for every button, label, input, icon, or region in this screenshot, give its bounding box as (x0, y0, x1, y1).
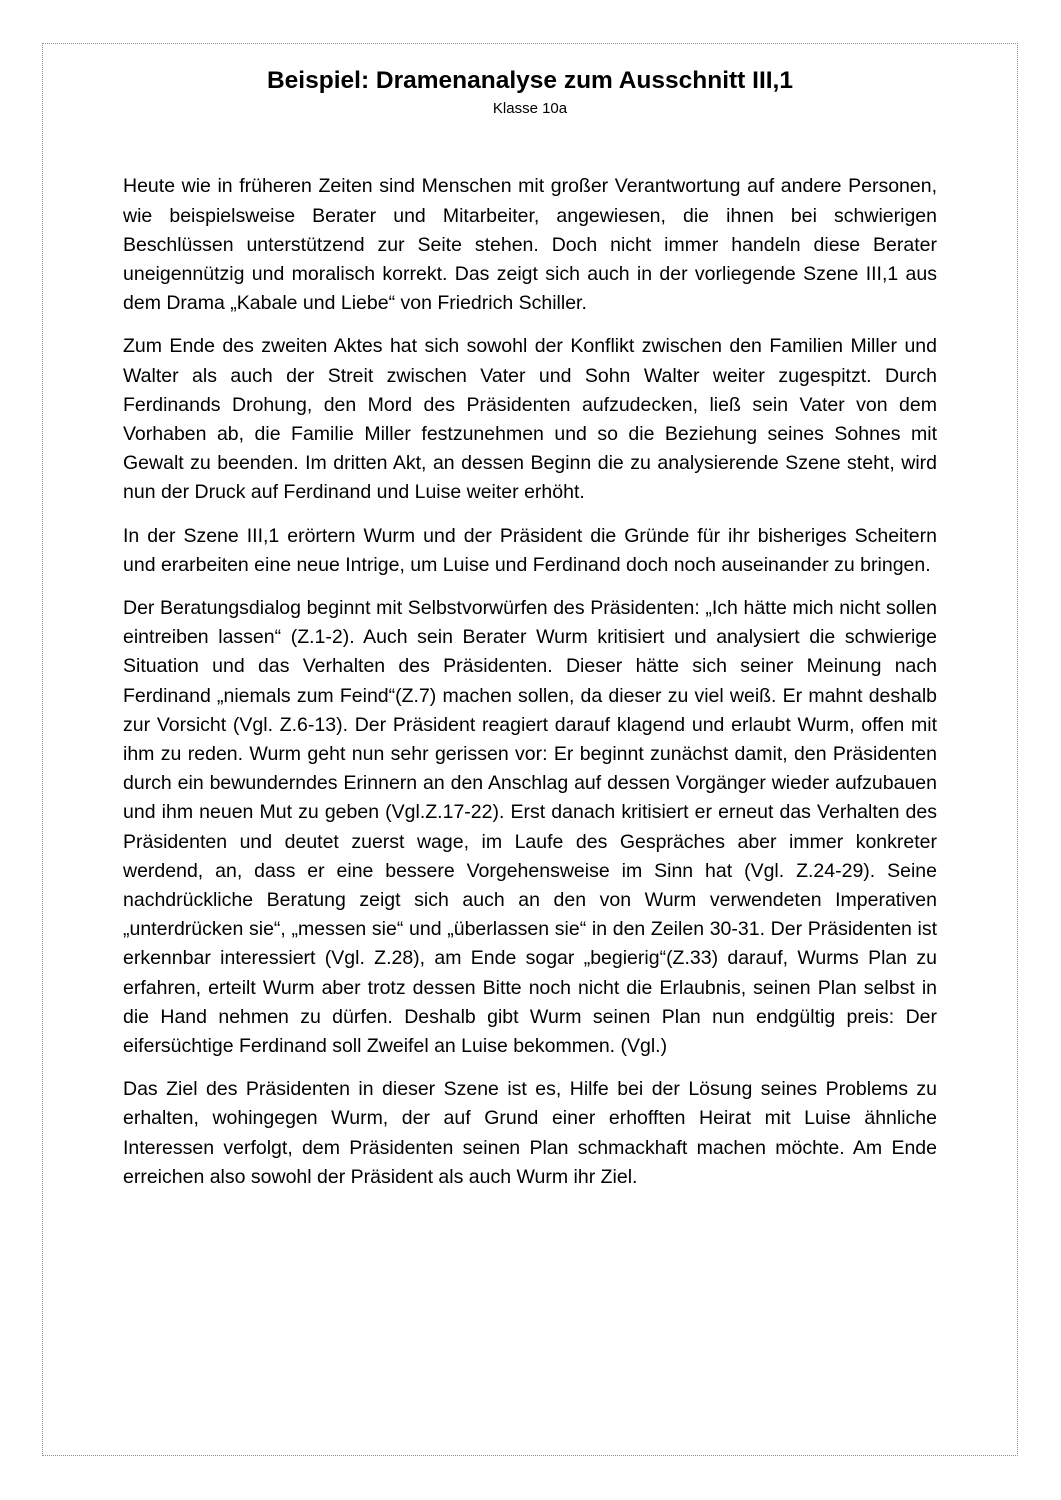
paragraph-scene-summary: In der Szene III,1 erörtern Wurm und der Präsident die Gründe für ihr bisheriges Scheitern und erarbeiten eine neue Intrige, um Luise und Ferdinand doch noch auseinander zu bringen. (123, 524, 937, 576)
paragraph-context: Zum Ende des zweiten Aktes hat sich sowohl der Konflikt zwischen den Familien Miller und Walter als auch der Streit zwischen Vater und Sohn Walter weiter zugespitzt. Durch Ferdinands Drohung, den Mord des Präsidenten aufzudecken, ließ sein Vater von dem Vorhaben ab, die Familie Miller festzunehmen und so die Beziehung seines Sohnes mit Gewalt zu beenden. Im dritten Akt, an dessen Beginn die zu analysierende Szene steht, wird nun der Druck auf Ferdinand und Luise weiter erhöht. (123, 335, 937, 504)
document-page (42, 43, 1018, 1456)
document-subtitle: Klasse 10a (492, 100, 568, 118)
paragraph-analysis: Der Beratungsdialog beginnt mit Selbstvorwürfen des Präsidenten: „Ich hätte mich nicht sollen eintreiben lassen“ (Z.1-2). Auch sein Berater Wurm kritisiert und analysiert die schwierige Situation und das Verhalten des Präsidenten. Dieser hätte sich seiner Meinung nach Ferdinand „niemals zum Feind“(Z.7) machen sollen, da dieser zu viel weiß. Er mahnt deshalb zur Vorsicht (Vgl. Z.6-13). Der Präsident reagiert darauf klagend und erlaubt Wurm, offen mit ihm zu reden. Wurm geht nun sehr gerissen vor: Er beginnt zunächst damit, den Präsidenten durch ein bewunderndes Erinnern an den Anschlag auf dessen Vorgänger wieder aufzubauen und ihm neuen Mut zu geben (Vgl.Z.17-22). Erst danach kritisiert er erneut das Verhalten des Präsidenten und deutet zuerst wage, im Laufe des Gespräches aber immer konkreter werdend, an, dass er eine bessere Vorgehensweise im Sinn hat (Vgl. Z.24-29). Seine nachdrückliche Beratung zeigt sich auch an den von Wurm verwendeten Imperativen „unterdrücken sie“, „messen sie“ und „überlassen sie“ in den Zeilen 30-31. Der Präsidenten ist erkennbar interessiert (Vgl. Z.28), am Ende sogar „begierig“(Z.33) darauf, Wurms Plan zu erfahren, erteilt Wurm aber trotz dessen Bitte noch nicht die Erlaubnis, seinen Plan selbst in die Hand nehmen zu dürfen. Deshalb gibt Wurm seinen Plan nun endgültig preis: Der eifersüchtige Ferdinand soll Zweifel an Luise bekommen. (Vgl.) (123, 597, 937, 1058)
document-body (43, 172, 1017, 1192)
document-title: Beispiel: Dramenanalyse zum Ausschnitt III,1 (266, 67, 793, 94)
paragraph-conclusion: Das Ziel des Präsidenten in dieser Szene ist es, Hilfe bei der Lösung seines Problems zu erhalten, wohingegen Wurm, der auf Grund einer erhofften Heirat mit Luise ähnliche Interessen verfolgt, dem Präsidenten seinen Plan schmackhaft machen möchte. Am Ende erreichen also sowohl der Präsident als auch Wurm ihr Ziel. (123, 1078, 937, 1188)
paragraph-introduction: Heute wie in früheren Zeiten sind Menschen mit großer Verantwortung auf andere Personen, wie beispielsweise Berater und Mitarbeiter, angewiesen, die ihnen bei schwierigen Beschlüssen unterstützend zur Seite stehen. Doch nicht immer handeln diese Berater uneigennützig und moralisch korrekt. Das zeigt sich auch in der vorliegende Szene III,1 aus dem Drama „Kabale und Liebe“ von Friedrich Schiller. (123, 175, 937, 315)
